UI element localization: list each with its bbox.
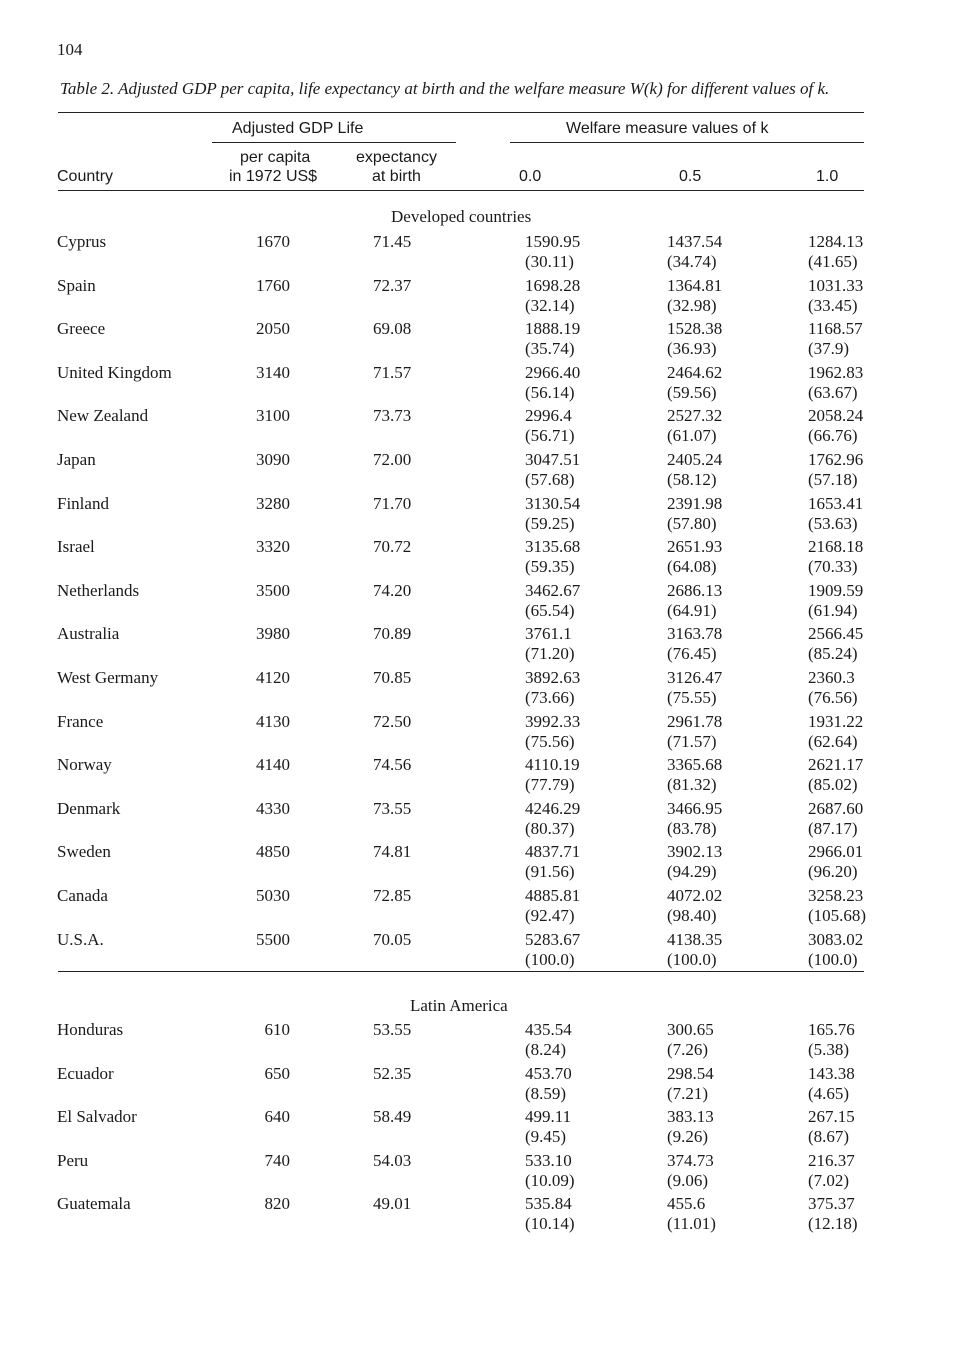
- cell-life: 54.03: [373, 1150, 412, 1170]
- header-k0: 0.0: [519, 168, 542, 185]
- cell-w0: 3462.67: [525, 580, 581, 600]
- cell-w5: 455.6: [667, 1194, 706, 1214]
- cell-gdp: 4140: [256, 755, 290, 775]
- cell-country: Peru: [57, 1150, 89, 1170]
- cell-gdp: 650: [264, 1063, 290, 1083]
- cell-w10: 2621.17: [808, 755, 864, 775]
- cell-gdp: 3320: [256, 537, 290, 557]
- cell-w0p: (32.14): [525, 295, 575, 315]
- cell-w10: 1031.33: [808, 275, 864, 295]
- cell-gdp: 3500: [256, 580, 290, 600]
- cell-w5p: (34.74): [667, 252, 717, 271]
- cell-gdp: 4850: [256, 842, 290, 862]
- table-row: [0, 319, 960, 361]
- cell-w5p: (98.40): [667, 906, 717, 925]
- cell-w0: 4110.19: [525, 755, 580, 775]
- cell-w10: 2566.45: [808, 624, 864, 644]
- table-row: [0, 537, 960, 579]
- table-row: [0, 624, 960, 666]
- table-row: [0, 232, 960, 274]
- cell-w0: 4837.71: [525, 842, 581, 862]
- cell-country: Ecuador: [57, 1063, 114, 1083]
- cell-life: 49.01: [373, 1194, 412, 1214]
- cell-life: 72.85: [373, 886, 412, 905]
- table-row: [0, 1151, 960, 1193]
- cell-country: Australia: [57, 624, 120, 644]
- cell-w10p: (41.65): [808, 252, 858, 271]
- cell-w0: 3892.63: [525, 668, 581, 687]
- cell-w0p: (8.59): [525, 1083, 567, 1103]
- cell-w5p: (11.01): [667, 1214, 716, 1234]
- cell-w5: 4138.35: [667, 929, 723, 949]
- cell-life: 73.55: [373, 798, 412, 818]
- cell-w0: 1590.95: [525, 232, 581, 251]
- cell-w5: 374.73: [667, 1150, 714, 1170]
- table-row: [0, 842, 960, 884]
- table-row: [0, 1064, 960, 1106]
- cell-country: Greece: [57, 319, 106, 339]
- cell-gdp: 4120: [256, 668, 290, 687]
- cell-w5: 3466.95: [667, 798, 723, 818]
- cell-country: Denmark: [57, 798, 121, 818]
- cell-life: 73.73: [373, 406, 412, 426]
- cell-w10: 165.76: [808, 1020, 855, 1039]
- cell-country: Guatemala: [57, 1194, 131, 1214]
- cell-w0: 4246.29: [525, 798, 581, 818]
- cell-w0: 3047.51: [525, 450, 581, 469]
- cell-w5: 1528.38: [667, 319, 723, 339]
- cell-w10: 3258.23: [808, 886, 864, 905]
- cell-life: 70.85: [373, 668, 412, 687]
- cell-w5: 383.13: [667, 1107, 714, 1127]
- cell-w5: 3902.13: [667, 842, 723, 862]
- cell-w10p: (7.02): [808, 1170, 850, 1190]
- cell-w5: 3126.47: [667, 668, 723, 687]
- cell-w5: 2651.93: [667, 537, 723, 557]
- cell-life: 70.72: [373, 537, 412, 557]
- cell-gdp: 3280: [256, 493, 290, 513]
- header-country: Country: [57, 168, 114, 185]
- table-row: [0, 406, 960, 448]
- cell-w0: 1888.19: [525, 319, 581, 339]
- section-title-developed: Developed countries: [391, 207, 532, 226]
- cell-country: France: [57, 711, 104, 731]
- table-row: [0, 930, 960, 972]
- header-group-left-rule: [212, 142, 456, 143]
- cell-w5p: (64.08): [667, 557, 717, 577]
- header-group-right-rule: [510, 142, 864, 143]
- cell-w0p: (59.35): [525, 557, 575, 577]
- cell-country: New Zealand: [57, 406, 149, 426]
- table-row: [0, 450, 960, 492]
- cell-w10: 216.37: [808, 1150, 855, 1170]
- cell-w10p: (61.94): [808, 600, 858, 620]
- cell-w10: 2360.3: [808, 668, 855, 687]
- cell-w5: 2527.32: [667, 406, 723, 426]
- cell-life: 53.55: [373, 1020, 412, 1039]
- cell-gdp: 3140: [256, 362, 290, 382]
- cell-w10: 1168.57: [808, 319, 863, 339]
- table-row: [0, 799, 960, 841]
- cell-life: 70.05: [373, 929, 412, 949]
- cell-gdp: 3980: [256, 624, 290, 644]
- cell-gdp: 1760: [256, 275, 290, 295]
- cell-w10: 375.37: [808, 1194, 855, 1214]
- cell-w0p: (100.0): [525, 949, 575, 969]
- cell-country: Finland: [57, 493, 109, 513]
- cell-country: El Salvador: [57, 1107, 137, 1127]
- cell-w0p: (56.14): [525, 382, 575, 402]
- cell-w10: 1931.22: [808, 711, 864, 731]
- cell-w10: 2058.24: [808, 406, 864, 426]
- cell-w5: 3365.68: [667, 755, 723, 775]
- cell-w10p: (63.67): [808, 382, 858, 402]
- cell-w5p: (36.93): [667, 339, 717, 359]
- cell-w0p: (9.45): [525, 1127, 567, 1147]
- table-row: [0, 581, 960, 623]
- cell-w10: 143.38: [808, 1063, 855, 1083]
- table-caption: Table 2. Adjusted GDP per capita, life expectancy at birth and the welfare measure W(k) for different values of k.: [60, 79, 830, 98]
- cell-w10p: (105.68): [808, 906, 867, 925]
- cell-w0p: (75.56): [525, 731, 575, 751]
- cell-w10: 2966.01: [808, 842, 864, 862]
- cell-w5p: (83.78): [667, 818, 717, 838]
- cell-w5: 2464.62: [667, 362, 723, 382]
- cell-w10p: (57.18): [808, 470, 858, 489]
- cell-life: 71.45: [373, 232, 412, 251]
- cell-w10: 1653.41: [808, 493, 864, 513]
- cell-country: Cyprus: [57, 232, 107, 251]
- header-gdp-line1: per capita: [240, 149, 311, 166]
- cell-w5p: (57.80): [667, 513, 717, 533]
- cell-w10p: (8.67): [808, 1127, 850, 1147]
- cell-w0p: (80.37): [525, 818, 575, 838]
- cell-w5p: (94.29): [667, 862, 717, 882]
- cell-life: 72.50: [373, 711, 412, 731]
- cell-w5: 2405.24: [667, 450, 723, 469]
- cell-w5p: (75.55): [667, 688, 717, 707]
- cell-w0p: (92.47): [525, 906, 575, 925]
- header-k5: 0.5: [679, 168, 702, 185]
- header-group-right: Welfare measure values of k: [566, 120, 769, 137]
- cell-w5p: (7.21): [667, 1083, 709, 1103]
- table-top-rule: [58, 112, 864, 113]
- cell-country: Israel: [57, 537, 95, 557]
- cell-gdp: 640: [264, 1107, 290, 1127]
- cell-gdp: 1670: [256, 232, 290, 251]
- cell-w0: 3992.33: [525, 711, 581, 731]
- cell-w0: 453.70: [525, 1063, 572, 1083]
- cell-country: United Kingdom: [57, 362, 172, 382]
- cell-w0p: (35.74): [525, 339, 575, 359]
- cell-gdp: 5500: [256, 929, 290, 949]
- cell-country: Spain: [57, 275, 96, 295]
- cell-life: 74.81: [373, 842, 412, 862]
- cell-w5: 4072.02: [667, 886, 723, 905]
- cell-w5p: (64.91): [667, 600, 717, 620]
- cell-w0: 4885.81: [525, 886, 581, 905]
- cell-w0: 3761.1: [525, 624, 572, 644]
- cell-w5p: (59.56): [667, 382, 717, 402]
- cell-w5p: (61.07): [667, 426, 717, 446]
- cell-w0p: (65.54): [525, 600, 575, 620]
- cell-w0p: (10.09): [525, 1170, 575, 1190]
- cell-w10p: (87.17): [808, 818, 858, 838]
- table-row: [0, 1107, 960, 1149]
- cell-gdp: 5030: [256, 886, 290, 905]
- cell-country: Canada: [57, 886, 108, 905]
- cell-w0: 1698.28: [525, 275, 581, 295]
- header-life-line2: at birth: [372, 168, 421, 185]
- cell-w10p: (76.56): [808, 688, 858, 707]
- cell-gdp: 4330: [256, 798, 290, 818]
- cell-country: Sweden: [57, 842, 111, 862]
- cell-life: 74.20: [373, 580, 412, 600]
- cell-w0: 533.10: [525, 1150, 572, 1170]
- cell-w0p: (30.11): [525, 252, 574, 271]
- cell-gdp: 3090: [256, 450, 290, 469]
- cell-w5p: (71.57): [667, 731, 717, 751]
- cell-w0p: (73.66): [525, 688, 575, 707]
- cell-w0p: (8.24): [525, 1040, 567, 1059]
- table-row: [0, 668, 960, 710]
- cell-w5p: (7.26): [667, 1040, 709, 1059]
- cell-life: 72.37: [373, 275, 412, 295]
- cell-w0: 3135.68: [525, 537, 581, 557]
- cell-w10p: (37.9): [808, 339, 850, 359]
- cell-life: 71.57: [373, 362, 412, 382]
- cell-gdp: 610: [264, 1020, 290, 1039]
- cell-gdp: 820: [264, 1194, 290, 1214]
- cell-w0p: (91.56): [525, 862, 575, 882]
- page-number: 104: [57, 40, 83, 59]
- table-row: [0, 712, 960, 754]
- cell-w5: 2391.98: [667, 493, 723, 513]
- cell-w5: 2686.13: [667, 580, 723, 600]
- cell-life: 74.56: [373, 755, 412, 775]
- cell-w0p: (57.68): [525, 470, 575, 489]
- table-row: [0, 886, 960, 928]
- header-gdp-line2: in 1972 US$: [229, 168, 318, 185]
- cell-w5: 1364.81: [667, 275, 723, 295]
- cell-w10p: (70.33): [808, 557, 858, 577]
- table-row: [0, 363, 960, 405]
- cell-w10: 1762.96: [808, 450, 864, 469]
- cell-country: U.S.A.: [57, 929, 104, 949]
- cell-w5p: (76.45): [667, 644, 717, 664]
- cell-w10: 2168.18: [808, 537, 864, 557]
- cell-country: Norway: [57, 755, 112, 775]
- cell-gdp: 4130: [256, 711, 290, 731]
- cell-w0p: (77.79): [525, 775, 575, 795]
- cell-w0: 3130.54: [525, 493, 581, 513]
- cell-country: Japan: [57, 450, 96, 469]
- cell-gdp: 740: [264, 1150, 290, 1170]
- cell-gdp: 3100: [256, 406, 290, 426]
- header-group-left: Adjusted GDP Life: [232, 120, 364, 137]
- cell-w10p: (96.20): [808, 862, 858, 882]
- cell-w5: 2961.78: [667, 711, 723, 731]
- section-title-latin: Latin America: [410, 996, 508, 1015]
- cell-w5: 3163.78: [667, 624, 723, 644]
- cell-w10p: (5.38): [808, 1040, 850, 1059]
- cell-w10: 2687.60: [808, 798, 864, 818]
- cell-life: 69.08: [373, 319, 412, 339]
- table-row: [0, 494, 960, 536]
- cell-w5: 1437.54: [667, 232, 723, 251]
- cell-w0: 5283.67: [525, 929, 581, 949]
- cell-w0: 2966.40: [525, 362, 581, 382]
- cell-life: 58.49: [373, 1107, 412, 1127]
- cell-w10: 1284.13: [808, 232, 864, 251]
- cell-w5p: (32.98): [667, 295, 717, 315]
- cell-life: 70.89: [373, 624, 412, 644]
- cell-w10p: (53.63): [808, 513, 858, 533]
- cell-w10p: (12.18): [808, 1214, 858, 1234]
- developed-bottom-rule: [58, 971, 864, 972]
- cell-w0: 499.11: [525, 1107, 572, 1127]
- cell-w5p: (100.0): [667, 949, 717, 969]
- table-row: [0, 276, 960, 318]
- cell-w5p: (58.12): [667, 470, 717, 489]
- cell-w5p: (81.32): [667, 775, 717, 795]
- cell-w0: 2996.4: [525, 406, 572, 426]
- cell-w10: 1909.59: [808, 580, 864, 600]
- cell-w10p: (85.02): [808, 775, 858, 795]
- cell-life: 71.70: [373, 493, 412, 513]
- table-row: [0, 1194, 960, 1236]
- cell-w10: 267.15: [808, 1107, 855, 1127]
- cell-w5p: (9.06): [667, 1170, 709, 1190]
- cell-w10p: (33.45): [808, 295, 858, 315]
- cell-w10: 3083.02: [808, 929, 864, 949]
- cell-country: Honduras: [57, 1020, 124, 1039]
- cell-w10p: (4.65): [808, 1083, 850, 1103]
- cell-w10p: (66.76): [808, 426, 858, 446]
- cell-w0p: (56.71): [525, 426, 575, 446]
- header-life-line1: expectancy: [356, 149, 437, 166]
- table-row: [0, 755, 960, 797]
- cell-w0: 435.54: [525, 1020, 572, 1039]
- header-bottom-rule: [58, 190, 864, 191]
- header-k10: 1.0: [816, 168, 839, 185]
- cell-country: Netherlands: [57, 580, 140, 600]
- cell-w5p: (9.26): [667, 1127, 709, 1147]
- cell-w5: 300.65: [667, 1020, 714, 1039]
- table-row: [0, 1020, 960, 1062]
- cell-country: West Germany: [57, 668, 159, 687]
- cell-w0p: (59.25): [525, 513, 575, 533]
- cell-life: 52.35: [373, 1063, 412, 1083]
- cell-w0p: (71.20): [525, 644, 575, 664]
- cell-gdp: 2050: [256, 319, 290, 339]
- cell-w0p: (10.14): [525, 1214, 575, 1234]
- cell-w10p: (62.64): [808, 731, 858, 751]
- cell-w10p: (85.24): [808, 644, 858, 664]
- cell-life: 72.00: [373, 450, 412, 469]
- cell-w10p: (100.0): [808, 949, 858, 969]
- cell-w0: 535.84: [525, 1194, 572, 1214]
- cell-w10: 1962.83: [808, 362, 864, 382]
- cell-w5: 298.54: [667, 1063, 714, 1083]
